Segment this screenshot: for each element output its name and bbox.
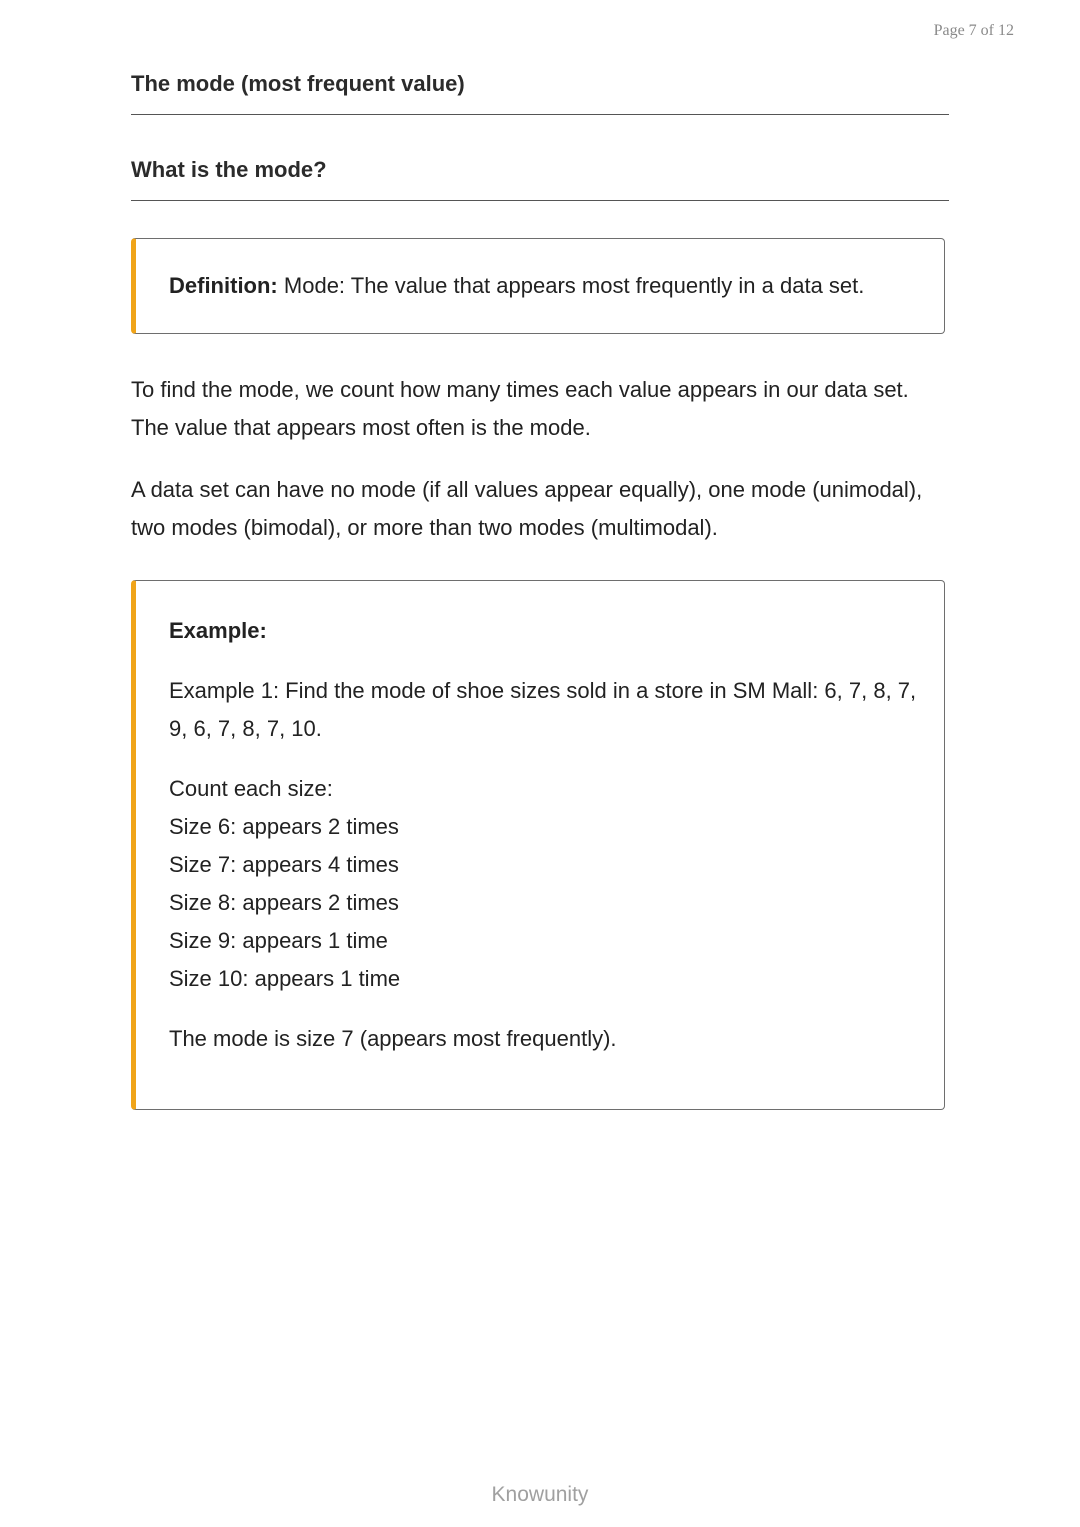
- definition-callout: [131, 238, 945, 334]
- example-count-line: Size 10: appears 1 time: [169, 966, 401, 991]
- example-callout: [131, 580, 945, 1110]
- example-count-line: Size 8: appears 2 times: [169, 890, 399, 915]
- example-count-intro: Count each size:: [169, 776, 333, 801]
- divider: [131, 114, 949, 115]
- section-subtitle: What is the mode?: [131, 157, 327, 182]
- example-label: Example:: [169, 618, 267, 643]
- definition-label: Definition:: [169, 273, 278, 298]
- example-count-line: Size 9: appears 1 time: [169, 928, 388, 953]
- example-count-line: Size 7: appears 4 times: [169, 852, 399, 877]
- paragraph: A data set can have no mode (if all values appear equally), one mode (unimodal), two modes (bimodal), or more than two modes (multimodal).: [131, 477, 923, 540]
- section-title: The mode (most frequent value): [131, 71, 465, 96]
- paragraph: To find the mode, we count how many times each value appears in our data set. The value that appears most often is the mode.: [131, 377, 909, 440]
- divider: [131, 200, 949, 201]
- definition-text: Mode: The value that appears most frequently in a data set.: [283, 273, 865, 298]
- example-problem: Example 1: Find the mode of shoe sizes sold in a store in SM Mall: 6, 7, 8, 7, 9, 6, 7, 8, 7, 10.: [169, 678, 917, 741]
- footer-brand: Knowunity: [491, 1483, 589, 1506]
- page-number: Page 7 of 12: [933, 22, 1014, 39]
- example-conclusion: The mode is size 7 (appears most frequently).: [169, 1026, 617, 1051]
- example-count-line: Size 6: appears 2 times: [169, 814, 399, 839]
